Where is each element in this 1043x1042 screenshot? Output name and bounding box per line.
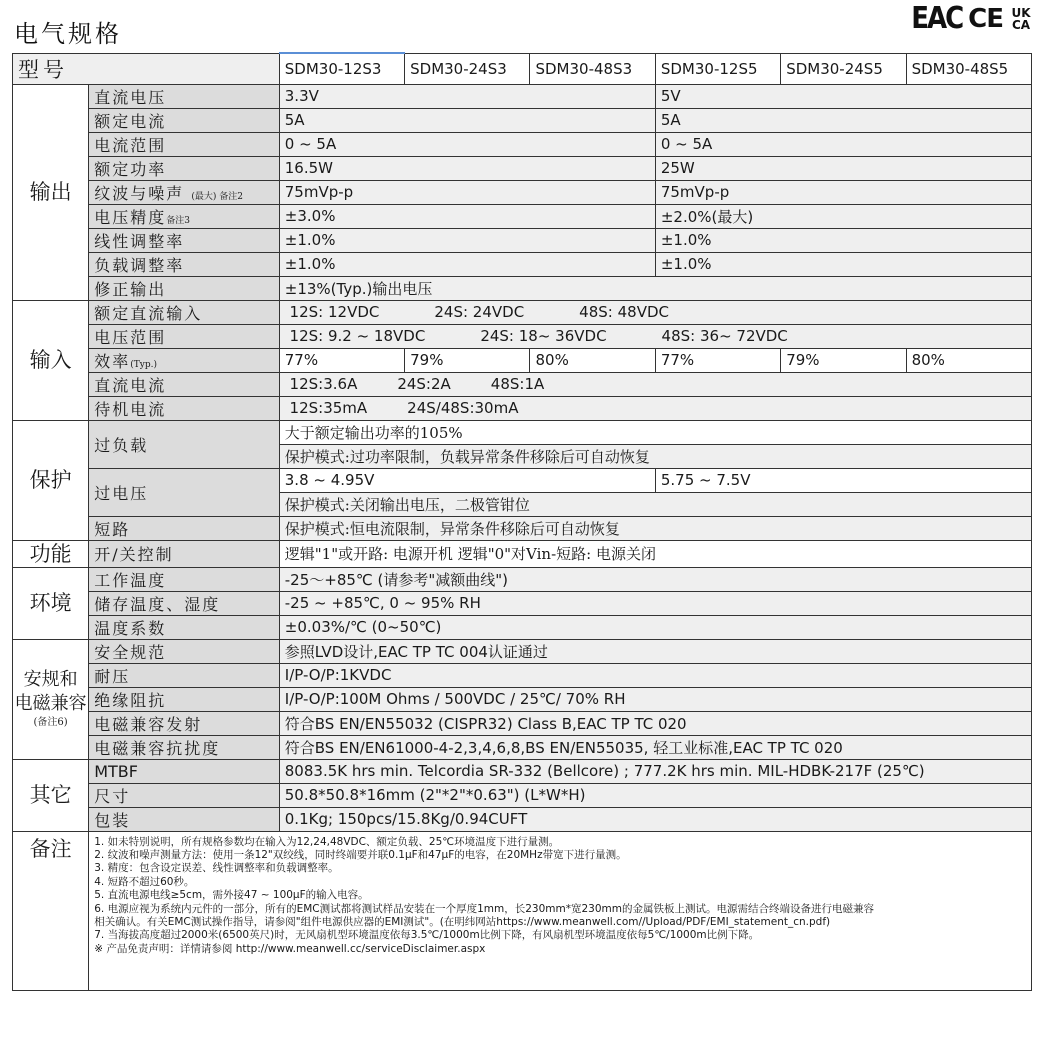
value-cell: 参照LVD设计,EAC TP TC 004认证通过 (279, 639, 1031, 663)
table-row (13, 468, 1032, 492)
value-cell: 5A (279, 108, 655, 132)
value-cell: ±1.0% (655, 228, 1031, 252)
table-row (13, 687, 1032, 711)
row-label: 短路 (89, 516, 280, 540)
value-cell: 0.1Kg; 150pcs/15.8Kg/0.94CUFT (279, 807, 1031, 831)
value-cell: 50.8*50.8*16mm (2"*2"*0.63") (L*W*H) (279, 783, 1031, 807)
note-line: 6. 电源应视为系统内元件的一部分，所有的EMC测试都将测试样品安装在一个厚度1mm，长230mm*宽230mm的金属铁板上测试。电源需结合终端设备进行电磁兼容 (94, 902, 874, 915)
group-note: (备注6) (33, 717, 68, 728)
table-row (13, 108, 1032, 132)
group-output: 输出 (13, 84, 89, 300)
value-cell: 77% (279, 348, 404, 372)
value-cell: ±1.0% (279, 252, 655, 276)
row-label: 温度系数 (89, 615, 280, 639)
header-row (13, 53, 1032, 84)
value-cell: ±13%(Typ.)输出电压 (279, 276, 1031, 300)
value-cell: 79% (405, 348, 530, 372)
row-label: 直流电压 (89, 84, 280, 108)
footnote-ref: (Typ.) (130, 359, 157, 370)
row-label: 电压精度 (94, 207, 167, 227)
group-function: 功能 (13, 540, 89, 567)
value-cell: ±0.03%/℃ (0~50℃) (279, 615, 1031, 639)
value-cell: 25W (655, 156, 1031, 180)
value-cell: 3.3V (279, 84, 655, 108)
group-environment: 环境 (13, 567, 89, 639)
value-cell: 75mVp-p (279, 180, 655, 204)
notes-body (89, 831, 1032, 990)
value-cell: 保护模式:恒电流限制，异常条件移除后可自动恢复 (279, 516, 1031, 540)
notes-row (13, 831, 1032, 990)
value-cell: I/P-O/P:1KVDC (279, 663, 1031, 687)
value-part: 48S:1A (490, 375, 545, 393)
row-label-with-note (89, 204, 280, 228)
row-label: 待机电流 (89, 396, 280, 420)
value-cell: 5A (655, 108, 1031, 132)
row-label: 绝缘阻抗 (89, 687, 280, 711)
row-label: 安全规范 (89, 639, 280, 663)
group-safety-emc (13, 639, 89, 759)
ce-mark-icon: CE (968, 4, 1003, 34)
value-cell: 5.75 ~ 7.5V (655, 468, 1031, 492)
row-label: 额定电流 (89, 108, 280, 132)
row-label: 电磁兼容抗扰度 (89, 735, 280, 759)
note-line: 2. 纹波和噪声测量方法：使用一条12"双绞线，同时终端要并联0.1μF和47μF的电容，在20MHz带宽下进行量测。 (94, 848, 627, 861)
value-cell: 逻辑"1"或开路: 电源开机 逻辑"0"对Vin-短路: 电源关闭 (279, 540, 1031, 567)
row-label: 效率 (94, 351, 131, 371)
table-row (13, 132, 1032, 156)
table-row (13, 84, 1032, 108)
value-cell: 75mVp-p (655, 180, 1031, 204)
value-part: 12S: 9.2 ~ 18VDC (289, 327, 426, 345)
table-row (13, 228, 1032, 252)
value-cell: 80% (530, 348, 655, 372)
model-cell: SDM30-12S5 (655, 53, 780, 84)
table-row (13, 591, 1032, 615)
table-row (13, 735, 1032, 759)
table-row (13, 639, 1032, 663)
value-cell: 0 ~ 5A (279, 132, 655, 156)
value-part: 24S: 24VDC (434, 303, 525, 321)
footnote-ref: 备注3 (166, 215, 190, 226)
model-cell: SDM30-48S3 (530, 53, 655, 84)
table-row (13, 300, 1032, 324)
table-row (13, 615, 1032, 639)
row-label: 纹波与噪声 (94, 183, 185, 203)
value-cell: 79% (781, 348, 906, 372)
row-label: 耐压 (89, 663, 280, 687)
note-line: 3. 精度：包含设定误差、线性调整率和负载调整率。 (94, 862, 339, 875)
value-cell: 大于额定输出功率的105% (279, 420, 1031, 444)
value-cell: 保护模式:关闭输出电压，二极管钳位 (279, 492, 1031, 516)
note-line: 4. 短路不超过60秒。 (94, 875, 195, 888)
row-label-with-note (89, 180, 280, 204)
table-row (13, 540, 1032, 567)
value-cell: ±3.0% (279, 204, 655, 228)
group-line: 安规和 (23, 669, 78, 690)
value-part: 48S: 48VDC (579, 303, 669, 321)
group-protection: 保护 (13, 420, 89, 540)
row-label: 包装 (89, 807, 280, 831)
table-row (13, 711, 1032, 735)
row-label: 电流范围 (89, 132, 280, 156)
value-part: 12S: 12VDC (289, 303, 380, 321)
row-label: MTBF (89, 759, 280, 783)
table-row (13, 396, 1032, 420)
table-row (13, 516, 1032, 540)
row-label: 开/关控制 (89, 540, 280, 567)
value-cell: 77% (655, 348, 780, 372)
type-label: 型号 (13, 53, 280, 84)
model-cell: SDM30-12S3 (279, 53, 404, 84)
note-line: ※ 产品免责声明：详情请参阅 http://www.meanwell.cc/serviceDisclaimer.aspx (94, 942, 486, 955)
row-label: 尺寸 (89, 783, 280, 807)
table-row (13, 180, 1032, 204)
row-label: 修正输出 (89, 276, 280, 300)
table-row (13, 372, 1032, 396)
row-label: 电压范围 (89, 324, 280, 348)
value-part: 12S:35mA (289, 399, 368, 417)
model-cell: SDM30-24S3 (405, 53, 530, 84)
model-cell: SDM30-24S5 (781, 53, 906, 84)
group-notes: 备注 (13, 831, 89, 990)
note-line: 1. 如未特别说明，所有规格参数均在输入为12,24,48VDC、额定负载、25℃环境温度下进行量测。 (94, 835, 560, 848)
row-label: 过电压 (89, 468, 280, 516)
value-cell (279, 396, 1031, 420)
table-row (13, 324, 1032, 348)
value-cell: 16.5W (279, 156, 655, 180)
table-row (13, 348, 1032, 372)
group-others: 其它 (13, 759, 89, 831)
group-input: 输入 (13, 300, 89, 420)
value-cell (279, 324, 1031, 348)
row-label: 过负载 (89, 420, 280, 468)
table-row (13, 156, 1032, 180)
group-line: 电磁兼容 (14, 693, 87, 714)
spec-table (12, 52, 1032, 991)
table-row (13, 276, 1032, 300)
row-label: 额定直流输入 (89, 300, 280, 324)
table-row (13, 252, 1032, 276)
value-part: 12S:3.6A (289, 375, 358, 393)
value-cell: 符合BS EN/EN61000-4-2,3,4,6,8,BS EN/EN55035, 轻工业标准,EAC TP TC 020 (279, 735, 1031, 759)
table-row (13, 204, 1032, 228)
table-row (13, 663, 1032, 687)
value-part: 24S:2A (397, 375, 451, 393)
value-cell: 80% (906, 348, 1031, 372)
value-cell: 符合BS EN/EN55032 (CISPR32) Class B,EAC TP TC 020 (279, 711, 1031, 735)
table-row (13, 420, 1032, 444)
row-label: 电磁兼容发射 (89, 711, 280, 735)
page-title: 电气规格 (14, 20, 122, 48)
value-cell: -25 ~ +85℃, 0 ~ 95% RH (279, 591, 1031, 615)
footnote-ref: (最大) 备注2 (191, 191, 243, 202)
value-part: 24S: 18~ 36VDC (480, 327, 607, 345)
value-cell (279, 300, 1031, 324)
value-cell (279, 372, 1031, 396)
row-label: 额定功率 (89, 156, 280, 180)
ukca-top: UK (1011, 6, 1031, 20)
value-cell: I/P-O/P:100M Ohms / 500VDC / 25℃/ 70% RH (279, 687, 1031, 711)
value-cell: 5V (655, 84, 1031, 108)
row-label: 线性调整率 (89, 228, 280, 252)
value-cell: ±2.0%(最大) (655, 204, 1031, 228)
value-cell: -25～+85℃ (请参考"减额曲线") (279, 567, 1031, 591)
row-label-with-note (89, 348, 280, 372)
value-part: 48S: 36~ 72VDC (661, 327, 788, 345)
note-line: 7. 当海拔高度超过2000米(6500英尺)时，无风扇机型环境温度依每3.5℃/1000m比例下降，有风扇机型环境温度依每5℃/1000m比例下降。 (94, 929, 760, 942)
value-part: 24S/48S:30mA (407, 399, 519, 417)
certification-marks (911, 1, 1033, 37)
value-cell: ±1.0% (655, 252, 1031, 276)
eac-mark-icon: EAC (911, 1, 963, 37)
table-row (13, 807, 1032, 831)
ukca-bottom: CA (1011, 18, 1031, 32)
table-row (13, 783, 1032, 807)
table-row (13, 567, 1032, 591)
row-label: 工作温度 (89, 567, 280, 591)
value-cell: 保护模式:过功率限制，负载异常条件移除后可自动恢复 (279, 444, 1031, 468)
row-label: 储存温度、湿度 (89, 591, 280, 615)
value-cell: 0 ~ 5A (655, 132, 1031, 156)
ukca-mark-icon (1009, 7, 1033, 31)
value-cell: ±1.0% (279, 228, 655, 252)
model-cell: SDM30-48S5 (906, 53, 1031, 84)
value-cell: 8083.5K hrs min. Telcordia SR-332 (Bellcore) ; 777.2K hrs min. MIL-HDBK-217F (25℃) (279, 759, 1031, 783)
row-label: 直流电流 (89, 372, 280, 396)
note-line: 相关确认。有关EMC测试操作指导，请参阅"组件电源供应器的EMI测试"。(在明纬网站https://www.meanwell.com//Upload/PDF/EMI_statement_cn.pdf) (94, 915, 831, 928)
table-row (13, 759, 1032, 783)
note-line: 5. 直流电源电线≥5cm，需外接47 ~ 100μF的输入电容。 (94, 889, 369, 902)
row-label: 负载调整率 (89, 252, 280, 276)
value-cell: 3.8 ~ 4.95V (279, 468, 655, 492)
